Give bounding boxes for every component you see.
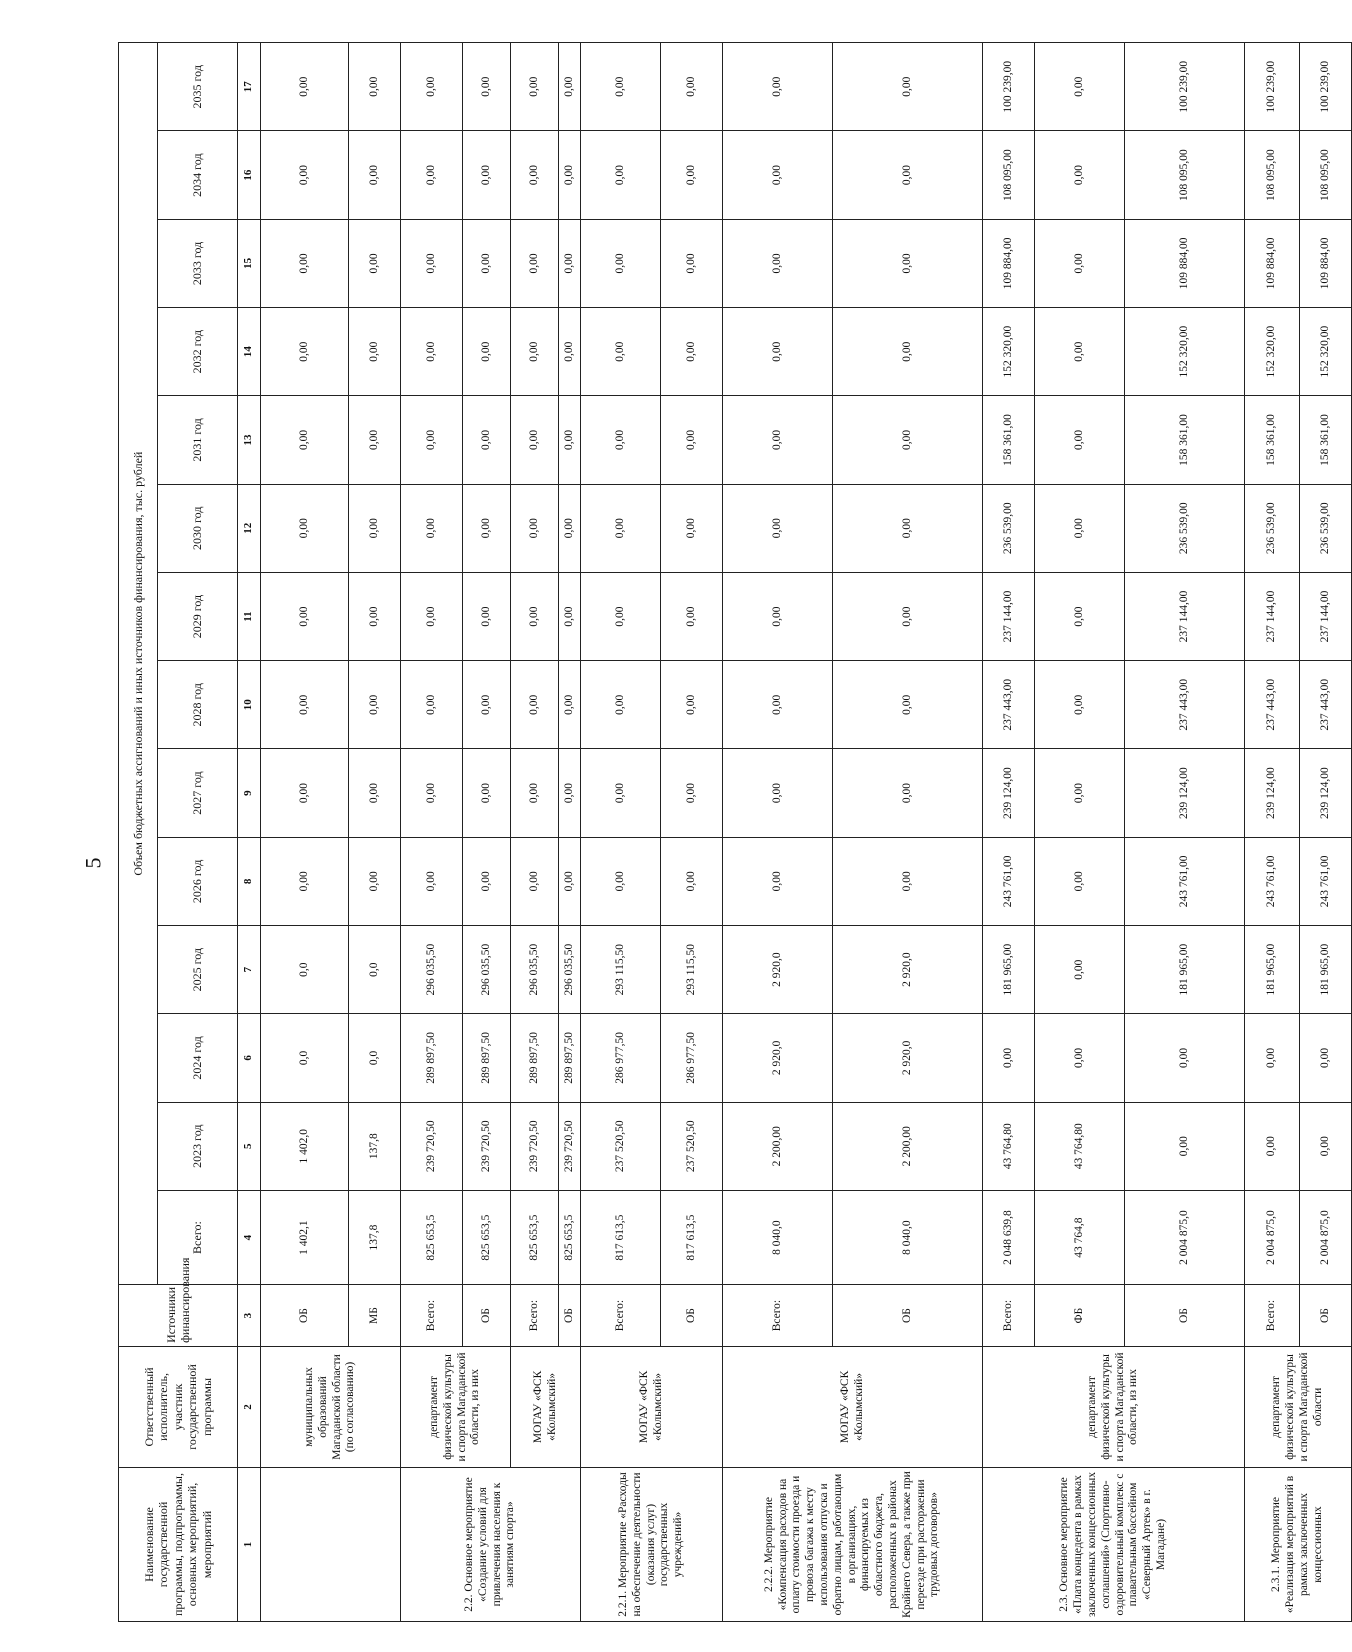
row-source-cell: ОБ [463, 1285, 511, 1347]
header-name: Наименование государственной программы, подпрограммы, основных мероприятий, мероприятий [119, 1468, 238, 1622]
row-year-value-cell: 0,00 [511, 219, 559, 307]
row-year-value-cell: 0,00 [1035, 396, 1125, 484]
row-year-value-cell: 0,00 [661, 572, 723, 660]
row-year-value-cell: 0,00 [1300, 1102, 1352, 1190]
row-year-value-cell: 237 144,00 [983, 572, 1035, 660]
table-row [401, 43, 463, 1622]
row-year-value-cell: 0,00 [261, 308, 349, 396]
row-year-value-cell: 0,00 [401, 661, 463, 749]
row-year-value-cell: 0,00 [1035, 572, 1125, 660]
row-year-value-cell: 293 115,50 [661, 926, 723, 1014]
page-number: 5 [80, 857, 106, 869]
row-year-value-cell: 0,00 [833, 572, 983, 660]
row-source-cell: Всего: [1245, 1285, 1300, 1347]
row-year-value-cell: 0,00 [559, 396, 581, 484]
row-year-value-cell: 289 897,50 [463, 1014, 511, 1102]
row-source-cell: Всего: [401, 1285, 463, 1347]
row-year-value-cell: 109 884,00 [1125, 219, 1245, 307]
row-year-value-cell: 239 720,50 [401, 1102, 463, 1190]
header-year: 2035 год [158, 43, 238, 131]
column-number-cell: 12 [238, 484, 261, 572]
row-year-value-cell: 236 539,00 [983, 484, 1035, 572]
row-year-value-cell: 0,00 [833, 837, 983, 925]
row-year-value-cell: 181 965,00 [1245, 926, 1300, 1014]
row-year-value-cell: 0,00 [1125, 1014, 1245, 1102]
row-year-value-cell: 296 035,50 [463, 926, 511, 1014]
row-year-value-cell: 243 761,00 [1125, 837, 1245, 925]
row-year-value-cell: 0,00 [511, 43, 559, 131]
row-year-value-cell: 296 035,50 [401, 926, 463, 1014]
row-total-cell: 825 653,5 [463, 1190, 511, 1284]
row-year-value-cell: 0,00 [581, 131, 661, 219]
row-year-value-cell: 0,00 [401, 43, 463, 131]
row-year-value-cell: 0,00 [463, 661, 511, 749]
row-year-value-cell: 0,00 [463, 219, 511, 307]
column-number-cell: 13 [238, 396, 261, 484]
table-row [261, 43, 349, 1622]
row-year-value-cell: 0,00 [723, 572, 833, 660]
row-year-value-cell: 0,00 [833, 396, 983, 484]
table-row [1245, 43, 1300, 1622]
row-year-value-cell: 0,00 [581, 837, 661, 925]
row-year-value-cell: 237 443,00 [1125, 661, 1245, 749]
row-year-value-cell: 0,00 [661, 484, 723, 572]
row-source-cell: МБ [349, 1285, 401, 1347]
row-year-value-cell: 0,00 [401, 131, 463, 219]
row-year-value-cell: 2 920,0 [833, 926, 983, 1014]
row-year-value-cell: 0,00 [559, 572, 581, 660]
column-number-cell: 16 [238, 131, 261, 219]
row-year-value-cell: 137,8 [349, 1102, 401, 1190]
row-year-value-cell: 0,00 [559, 837, 581, 925]
column-number-cell: 15 [238, 219, 261, 307]
row-source-cell: ФБ [1035, 1285, 1125, 1347]
row-year-value-cell: 152 320,00 [1245, 308, 1300, 396]
row-year-value-cell: 0,00 [349, 131, 401, 219]
table-row [983, 43, 1035, 1622]
row-year-value-cell: 152 320,00 [983, 308, 1035, 396]
row-year-value-cell: 181 965,00 [1125, 926, 1245, 1014]
row-source-cell: Всего: [581, 1285, 661, 1347]
row-year-value-cell: 0,00 [349, 661, 401, 749]
row-year-value-cell: 0,00 [559, 749, 581, 837]
row-year-value-cell: 237 443,00 [983, 661, 1035, 749]
row-year-value-cell: 0,00 [1035, 219, 1125, 307]
row-year-value-cell: 236 539,00 [1245, 484, 1300, 572]
header-year: 2030 год [158, 484, 238, 572]
row-year-value-cell: 0,00 [661, 219, 723, 307]
header-year: 2025 год [158, 926, 238, 1014]
header-year: 2027 год [158, 749, 238, 837]
row-year-value-cell: 0,00 [723, 484, 833, 572]
header-year: 2031 год [158, 396, 238, 484]
header-source: Источники финансирования [119, 1285, 238, 1347]
row-year-value-cell: 0,00 [581, 749, 661, 837]
header-year: 2028 год [158, 661, 238, 749]
row-executor-cell: департамент физической культуры и спорта Магаданской области, из них [983, 1346, 1245, 1467]
row-year-value-cell: 0,00 [349, 43, 401, 131]
row-year-value-cell: 0,00 [833, 43, 983, 131]
row-year-value-cell: 289 897,50 [401, 1014, 463, 1102]
row-year-value-cell: 237 144,00 [1125, 572, 1245, 660]
row-year-value-cell: 0,00 [261, 837, 349, 925]
row-total-cell: 8 040,0 [833, 1190, 983, 1284]
row-year-value-cell: 0,00 [1035, 926, 1125, 1014]
row-year-value-cell: 0,00 [723, 749, 833, 837]
row-year-value-cell: 243 761,00 [1245, 837, 1300, 925]
row-year-value-cell: 43 764,80 [1035, 1102, 1125, 1190]
row-year-value-cell: 0,00 [581, 661, 661, 749]
row-year-value-cell: 243 761,00 [983, 837, 1035, 925]
row-year-value-cell: 0,00 [261, 749, 349, 837]
row-executor-cell: МОГАУ «ФСК «Колымский» [511, 1346, 581, 1467]
header-total: Всего: [158, 1190, 238, 1284]
row-year-value-cell: 108 095,00 [1245, 131, 1300, 219]
row-year-value-cell: 0,00 [833, 131, 983, 219]
rotated-table-container [118, 42, 1331, 1622]
row-year-value-cell: 0,00 [261, 396, 349, 484]
row-year-value-cell: 2 920,0 [723, 1014, 833, 1102]
row-year-value-cell: 181 965,00 [1300, 926, 1352, 1014]
row-year-value-cell: 0,00 [1035, 837, 1125, 925]
row-year-value-cell: 296 035,50 [559, 926, 581, 1014]
row-total-cell: 2 048 639,8 [983, 1190, 1035, 1284]
row-year-value-cell: 0,00 [511, 396, 559, 484]
header-year: 2023 год [158, 1102, 238, 1190]
row-year-value-cell: 0,0 [261, 1014, 349, 1102]
table-row [723, 43, 833, 1622]
column-number-cell: 14 [238, 308, 261, 396]
row-year-value-cell: 0,00 [511, 131, 559, 219]
header-year: 2032 год [158, 308, 238, 396]
row-year-value-cell: 0,00 [1035, 308, 1125, 396]
row-year-value-cell: 0,00 [581, 43, 661, 131]
row-year-value-cell: 0,00 [401, 572, 463, 660]
row-year-value-cell: 0,00 [511, 837, 559, 925]
header-year: 2029 год [158, 572, 238, 660]
row-year-value-cell: 239 720,50 [559, 1102, 581, 1190]
row-name-cell: 2.2. Основное мероприятие «Создание условий для привлечения населения к занятиям спорта» [401, 1468, 581, 1622]
row-year-value-cell: 0,00 [1245, 1014, 1300, 1102]
row-year-value-cell: 0,00 [723, 43, 833, 131]
column-number-cell: 1 [238, 1468, 261, 1622]
row-year-value-cell: 100 239,00 [1245, 43, 1300, 131]
row-year-value-cell: 0,00 [261, 43, 349, 131]
row-year-value-cell: 0,00 [463, 43, 511, 131]
row-year-value-cell: 0,00 [261, 661, 349, 749]
row-name-cell: 2.2.2. Мероприятие «Компенсация расходов на оплату стоимости проезда и провоза багажа к месту использования отпуска и обратно лицам, работающим в организациях, финансируемых из областного бюджета, расположенных в районах Крайнего Севера, а также при переезде при расторжении трудовых договоров» [723, 1468, 983, 1622]
financing-table [118, 42, 1352, 1622]
row-name-cell: 2.3. Основное мероприятие «Плата концедента в рамках заключенных концессионных соглашений» (Спортивно-оздоровительный комплекс с плавательным бассейном «Северный Артек» в г. Магадане) [983, 1468, 1245, 1622]
row-year-value-cell: 0,00 [511, 308, 559, 396]
row-year-value-cell: 239 124,00 [1300, 749, 1352, 837]
row-year-value-cell: 100 239,00 [983, 43, 1035, 131]
row-year-value-cell: 286 977,50 [661, 1014, 723, 1102]
row-year-value-cell: 100 239,00 [1125, 43, 1245, 131]
row-year-value-cell: 0,00 [559, 308, 581, 396]
row-year-value-cell: 181 965,00 [983, 926, 1035, 1014]
row-name-cell [261, 1468, 401, 1622]
row-year-value-cell: 0,00 [349, 572, 401, 660]
column-number-cell: 17 [238, 43, 261, 131]
table-body [238, 43, 1352, 1622]
column-number-cell: 4 [238, 1190, 261, 1284]
row-executor-cell: департамент физической культуры и спорта Магаданской области, из них [401, 1346, 511, 1467]
row-year-value-cell: 0,00 [559, 131, 581, 219]
row-year-value-cell: 0,00 [559, 219, 581, 307]
row-year-value-cell: 0,00 [661, 396, 723, 484]
row-year-value-cell: 0,00 [833, 219, 983, 307]
row-source-cell: ОБ [661, 1285, 723, 1347]
row-year-value-cell: 0,00 [463, 131, 511, 219]
row-total-cell: 825 653,5 [401, 1190, 463, 1284]
header-year: 2034 год [158, 131, 238, 219]
row-total-cell: 817 613,5 [581, 1190, 661, 1284]
row-year-value-cell: 1 402,0 [261, 1102, 349, 1190]
column-number-cell: 5 [238, 1102, 261, 1190]
row-year-value-cell: 0,00 [1035, 1014, 1125, 1102]
row-source-cell: ОБ [1300, 1285, 1352, 1347]
row-year-value-cell: 2 920,0 [833, 1014, 983, 1102]
row-year-value-cell: 2 200,00 [833, 1102, 983, 1190]
row-year-value-cell: 0,00 [349, 837, 401, 925]
row-year-value-cell: 0,00 [1245, 1102, 1300, 1190]
row-year-value-cell: 109 884,00 [1300, 219, 1352, 307]
row-year-value-cell: 0,00 [581, 396, 661, 484]
row-total-cell: 825 653,5 [559, 1190, 581, 1284]
row-year-value-cell: 236 539,00 [1300, 484, 1352, 572]
row-executor-cell: муниципальных образований Магаданской области (по согласованию) [261, 1346, 401, 1467]
row-year-value-cell: 236 539,00 [1125, 484, 1245, 572]
row-year-value-cell: 0,00 [511, 749, 559, 837]
row-year-value-cell: 0,00 [1125, 1102, 1245, 1190]
row-year-value-cell: 289 897,50 [559, 1014, 581, 1102]
row-source-cell: Всего: [983, 1285, 1035, 1347]
row-year-value-cell: 0,00 [559, 43, 581, 131]
row-year-value-cell: 0,00 [723, 308, 833, 396]
row-year-value-cell: 0,00 [833, 308, 983, 396]
row-year-value-cell: 237 443,00 [1300, 661, 1352, 749]
row-year-value-cell: 0,00 [463, 308, 511, 396]
row-year-value-cell: 0,00 [661, 43, 723, 131]
column-number-cell: 2 [238, 1346, 261, 1467]
row-year-value-cell: 0,00 [723, 219, 833, 307]
row-year-value-cell: 0,00 [581, 572, 661, 660]
row-year-value-cell: 237 144,00 [1245, 572, 1300, 660]
row-executor-cell: МОГАУ «ФСК «Колымский» [581, 1346, 723, 1467]
row-year-value-cell: 0,00 [581, 219, 661, 307]
row-year-value-cell: 0,00 [401, 219, 463, 307]
row-year-value-cell: 237 443,00 [1245, 661, 1300, 749]
row-year-value-cell: 0,00 [1035, 43, 1125, 131]
row-year-value-cell: 0,00 [581, 308, 661, 396]
row-total-cell: 2 004 875,0 [1245, 1190, 1300, 1284]
row-year-value-cell: 0,00 [463, 396, 511, 484]
row-year-value-cell: 158 361,00 [1125, 396, 1245, 484]
row-year-value-cell: 100 239,00 [1300, 43, 1352, 131]
row-year-value-cell: 293 115,50 [581, 926, 661, 1014]
row-year-value-cell: 152 320,00 [1300, 308, 1352, 396]
row-year-value-cell: 0,0 [349, 926, 401, 1014]
row-year-value-cell: 0,00 [661, 661, 723, 749]
row-year-value-cell: 0,00 [833, 749, 983, 837]
row-executor-cell: МОГАУ «ФСК «Колымский» [723, 1346, 983, 1467]
row-year-value-cell: 0,00 [723, 131, 833, 219]
row-year-value-cell: 0,00 [1300, 1014, 1352, 1102]
row-year-value-cell: 239 124,00 [1125, 749, 1245, 837]
row-year-value-cell: 0,00 [349, 396, 401, 484]
row-year-value-cell: 0,00 [261, 572, 349, 660]
row-year-value-cell: 286 977,50 [581, 1014, 661, 1102]
row-year-value-cell: 0,00 [463, 837, 511, 925]
row-year-value-cell: 0,00 [349, 484, 401, 572]
header-year: 2024 год [158, 1014, 238, 1102]
row-year-value-cell: 0,00 [1035, 484, 1125, 572]
row-year-value-cell: 108 095,00 [983, 131, 1035, 219]
row-year-value-cell: 0,00 [401, 837, 463, 925]
row-source-cell: Всего: [723, 1285, 833, 1347]
header-volume: Объем бюджетных ассигнований и иных источников финансирования, тыс. рублей [119, 43, 158, 1285]
row-year-value-cell: 158 361,00 [1245, 396, 1300, 484]
row-year-value-cell: 0,00 [581, 484, 661, 572]
row-year-value-cell: 0,00 [401, 749, 463, 837]
row-year-value-cell: 158 361,00 [983, 396, 1035, 484]
row-year-value-cell: 109 884,00 [1245, 219, 1300, 307]
row-total-cell: 137,8 [349, 1190, 401, 1284]
header-year: 2033 год [158, 219, 238, 307]
row-year-value-cell: 0,00 [1035, 749, 1125, 837]
column-number-cell: 10 [238, 661, 261, 749]
column-number-cell: 8 [238, 837, 261, 925]
row-name-cell: 2.3.1. Мероприятие «Реализация мероприятий в рамках заключенных концессионных [1245, 1468, 1352, 1622]
row-year-value-cell: 0,00 [723, 396, 833, 484]
table-row [581, 43, 661, 1622]
row-total-cell: 2 004 875,0 [1300, 1190, 1352, 1284]
row-total-cell: 8 040,0 [723, 1190, 833, 1284]
row-year-value-cell: 0,00 [261, 484, 349, 572]
row-year-value-cell: 0,00 [401, 308, 463, 396]
row-year-value-cell: 239 124,00 [983, 749, 1035, 837]
row-year-value-cell: 2 200,00 [723, 1102, 833, 1190]
row-year-value-cell: 0,00 [723, 661, 833, 749]
row-year-value-cell: 0,00 [511, 484, 559, 572]
row-executor-cell: департамент физической культуры и спорта Магаданской области [1245, 1346, 1352, 1467]
row-year-value-cell: 0,00 [661, 837, 723, 925]
row-year-value-cell: 0,00 [511, 661, 559, 749]
row-year-value-cell: 43 764,80 [983, 1102, 1035, 1190]
row-year-value-cell: 0,00 [261, 131, 349, 219]
row-total-cell: 2 004 875,0 [1125, 1190, 1245, 1284]
row-year-value-cell: 0,00 [511, 572, 559, 660]
row-year-value-cell: 0,00 [661, 131, 723, 219]
row-year-value-cell: 0,00 [559, 484, 581, 572]
row-source-cell: Всего: [511, 1285, 559, 1347]
row-year-value-cell: 108 095,00 [1125, 131, 1245, 219]
row-year-value-cell: 0,00 [1035, 661, 1125, 749]
row-total-cell: 825 653,5 [511, 1190, 559, 1284]
row-year-value-cell: 243 761,00 [1300, 837, 1352, 925]
row-year-value-cell: 0,00 [661, 308, 723, 396]
row-year-value-cell: 0,00 [661, 749, 723, 837]
row-year-value-cell: 109 884,00 [983, 219, 1035, 307]
row-year-value-cell: 0,00 [349, 749, 401, 837]
row-year-value-cell: 0,0 [261, 926, 349, 1014]
row-source-cell: ОБ [1125, 1285, 1245, 1347]
header-executor: Ответственный исполнитель, участник государственной программы [119, 1346, 238, 1467]
row-year-value-cell: 0,00 [401, 484, 463, 572]
row-year-value-cell: 289 897,50 [511, 1014, 559, 1102]
column-number-cell: 6 [238, 1014, 261, 1102]
table-row [511, 43, 559, 1622]
row-year-value-cell: 239 720,50 [511, 1102, 559, 1190]
row-source-cell: ОБ [559, 1285, 581, 1347]
row-year-value-cell: 108 095,00 [1300, 131, 1352, 219]
header-year: 2026 год [158, 837, 238, 925]
row-year-value-cell: 0,00 [983, 1014, 1035, 1102]
row-year-value-cell: 237 144,00 [1300, 572, 1352, 660]
column-number-cell: 7 [238, 926, 261, 1014]
row-year-value-cell: 0,00 [1035, 131, 1125, 219]
row-source-cell: ОБ [833, 1285, 983, 1347]
row-year-value-cell: 0,00 [349, 219, 401, 307]
column-number-cell: 11 [238, 572, 261, 660]
row-name-cell: 2.2.1. Мероприятие «Расходы на обеспечение деятельности (оказания услуг) государственных учреждений» [581, 1468, 723, 1622]
row-year-value-cell: 237 520,50 [581, 1102, 661, 1190]
row-year-value-cell: 158 361,00 [1300, 396, 1352, 484]
row-year-value-cell: 152 320,00 [1125, 308, 1245, 396]
row-year-value-cell: 0,00 [349, 308, 401, 396]
row-year-value-cell: 0,00 [463, 484, 511, 572]
column-number-row [238, 43, 261, 1622]
row-source-cell: ОБ [261, 1285, 349, 1347]
row-year-value-cell: 239 124,00 [1245, 749, 1300, 837]
row-year-value-cell: 0,00 [559, 661, 581, 749]
column-number-cell: 9 [238, 749, 261, 837]
row-year-value-cell: 0,00 [833, 484, 983, 572]
row-year-value-cell: 239 720,50 [463, 1102, 511, 1190]
row-year-value-cell: 0,00 [401, 396, 463, 484]
row-year-value-cell: 0,0 [349, 1014, 401, 1102]
row-year-value-cell: 0,00 [463, 749, 511, 837]
column-number-cell: 3 [238, 1285, 261, 1347]
row-year-value-cell: 0,00 [723, 837, 833, 925]
row-year-value-cell: 296 035,50 [511, 926, 559, 1014]
row-year-value-cell: 2 920,0 [723, 926, 833, 1014]
row-total-cell: 1 402,1 [261, 1190, 349, 1284]
row-year-value-cell: 0,00 [463, 572, 511, 660]
row-total-cell: 817 613,5 [661, 1190, 723, 1284]
row-year-value-cell: 237 520,50 [661, 1102, 723, 1190]
row-year-value-cell: 0,00 [261, 219, 349, 307]
row-year-value-cell: 0,00 [833, 661, 983, 749]
row-total-cell: 43 764,8 [1035, 1190, 1125, 1284]
